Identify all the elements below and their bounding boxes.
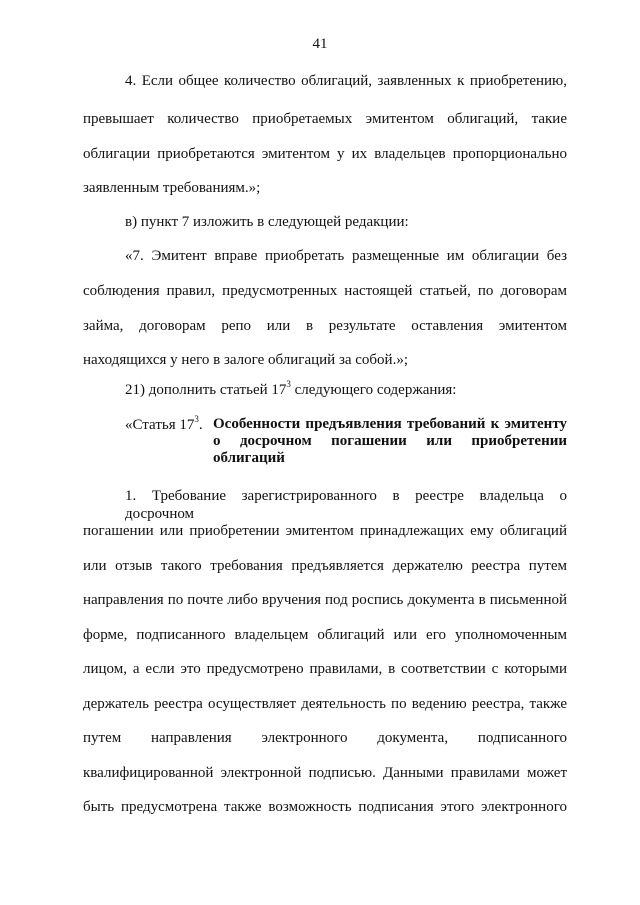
title-line: о досрочном погашении или приобретении	[213, 433, 567, 449]
text-line: путем направления электронного документа, подписанного	[83, 730, 567, 746]
text-line: квалифицированной электронной подписью. Данными правилами может	[83, 765, 567, 781]
text-line: направления по почте либо вручения под роспись документа в письменной	[83, 592, 567, 608]
text-line: соблюдения правил, предусмотренных настоящей статьей, по договорам	[83, 283, 567, 299]
text-line: облигации приобретаются эмитентом у их владельцев пропорционально	[83, 146, 567, 162]
text-line: держатель реестра осуществляет деятельность по ведению реестра, также	[83, 696, 567, 712]
text-line: превышает количество приобретаемых эмитентом облигаций, такие	[83, 111, 567, 127]
text-line: лицом, а если это предусмотрено правилами, в соответствии с которыми	[83, 661, 567, 677]
title-line: облигаций	[213, 450, 285, 466]
text-line: форме, подписанного владельцем облигаций или его уполномоченным	[83, 627, 567, 643]
text-line: 4. Если общее количество облигаций, заявленных к приобретению,	[125, 73, 567, 89]
text-line: 1. Требование зарегистрированного в реестре владельца о досрочном	[125, 488, 567, 522]
article-title	[213, 416, 567, 467]
title-line: Особенности предъявления требований к эмитенту	[213, 416, 567, 432]
text-line: находящихся у него в залоге облигаций за собой.»;	[83, 352, 409, 368]
text-line: или отзыв такого требования предъявляется держателю реестра путем	[83, 558, 567, 574]
text-line: быть предусмотрена также возможность подписания этого электронного	[83, 799, 567, 815]
text-line: 21) дополнить статьей $17^3$ следующего содержания:	[125, 379, 457, 398]
text-line: заявленным требованиям.»;	[83, 180, 261, 196]
page-number: 41	[312, 36, 328, 52]
text-line: в) пункт 7 изложить в следующей редакции:	[125, 214, 409, 230]
text-line: «7. Эмитент вправе приобретать размещенные им облигации без	[125, 248, 567, 264]
text-line: погашении или приобретении эмитентом принадлежащих ему облигаций	[83, 523, 567, 539]
article-label: «Статья $17^3$.	[125, 414, 203, 433]
text-line: займа, договорам репо или в результате оставления эмитентом	[83, 318, 567, 334]
